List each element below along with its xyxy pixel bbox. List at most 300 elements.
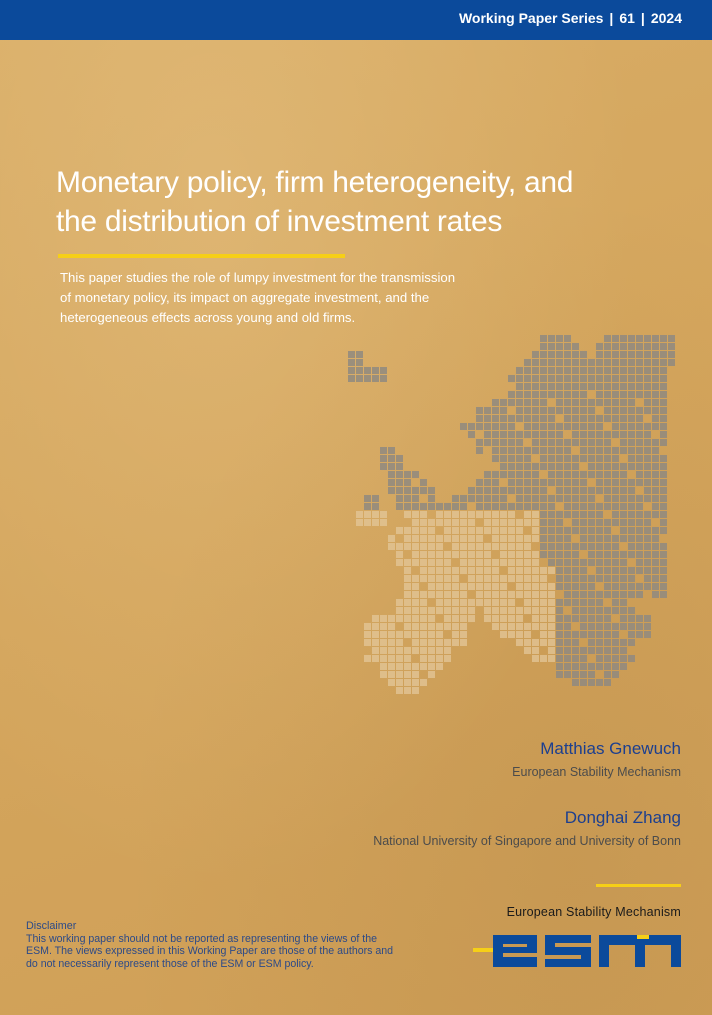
map-pixel (556, 479, 563, 486)
map-pixel (572, 479, 579, 486)
map-pixel (572, 599, 579, 606)
map-pixel (412, 495, 419, 502)
map-pixel (508, 439, 515, 446)
map-pixel (540, 511, 547, 518)
map-pixel (396, 495, 403, 502)
map-pixel (652, 391, 659, 398)
map-pixel (636, 415, 643, 422)
map-pixel (484, 503, 491, 510)
map-pixel (588, 367, 595, 374)
map-pixel (532, 639, 539, 646)
map-pixel (444, 647, 451, 654)
map-pixel (636, 463, 643, 470)
map-pixel (428, 559, 435, 566)
map-pixel (428, 495, 435, 502)
series-label: Working Paper Series (458, 10, 604, 26)
map-pixel (404, 663, 411, 670)
map-pixel (444, 591, 451, 598)
map-pixel (620, 535, 627, 542)
map-pixel (628, 439, 635, 446)
map-pixel (508, 511, 515, 518)
map-pixel (524, 511, 531, 518)
map-pixel (564, 527, 571, 534)
map-pixel (612, 415, 619, 422)
map-pixel (516, 495, 523, 502)
map-pixel (492, 415, 499, 422)
map-pixel (612, 503, 619, 510)
map-pixel (476, 559, 483, 566)
map-pixel (644, 335, 651, 342)
map-pixel (516, 623, 523, 630)
map-pixel (604, 663, 611, 670)
map-pixel (476, 535, 483, 542)
map-pixel (468, 599, 475, 606)
map-pixel (652, 471, 659, 478)
map-pixel (580, 407, 587, 414)
map-pixel (588, 623, 595, 630)
map-pixel (484, 471, 491, 478)
map-pixel (588, 519, 595, 526)
map-pixel (540, 591, 547, 598)
map-pixel (484, 615, 491, 622)
map-pixel (540, 351, 547, 358)
map-pixel (588, 407, 595, 414)
map-pixel (524, 559, 531, 566)
map-pixel (548, 415, 555, 422)
map-pixel (644, 479, 651, 486)
map-pixel (532, 359, 539, 366)
map-pixel (484, 591, 491, 598)
map-pixel (524, 415, 531, 422)
map-pixel (420, 623, 427, 630)
map-pixel (564, 535, 571, 542)
map-pixel (604, 375, 611, 382)
map-pixel (484, 423, 491, 430)
map-pixel (660, 567, 667, 574)
map-pixel (404, 599, 411, 606)
map-pixel (404, 543, 411, 550)
map-pixel (620, 415, 627, 422)
map-pixel (588, 583, 595, 590)
map-pixel (420, 647, 427, 654)
map-pixel (604, 351, 611, 358)
map-pixel (532, 375, 539, 382)
series-line (459, 10, 682, 26)
map-pixel (508, 415, 515, 422)
map-pixel (412, 631, 419, 638)
map-pixel (652, 487, 659, 494)
map-pixel (380, 631, 387, 638)
map-pixel (396, 679, 403, 686)
map-pixel (628, 655, 635, 662)
map-pixel (508, 399, 515, 406)
map-pixel (580, 535, 587, 542)
map-pixel (508, 591, 515, 598)
map-pixel (540, 503, 547, 510)
map-pixel (364, 631, 371, 638)
map-pixel (628, 399, 635, 406)
map-pixel (492, 519, 499, 526)
map-pixel (380, 367, 387, 374)
map-pixel (356, 351, 363, 358)
map-pixel (556, 567, 563, 574)
map-pixel (580, 631, 587, 638)
map-pixel (652, 439, 659, 446)
map-pixel (556, 671, 563, 678)
map-pixel (604, 647, 611, 654)
map-pixel (444, 615, 451, 622)
map-pixel (372, 631, 379, 638)
map-pixel (436, 655, 443, 662)
map-pixel (588, 559, 595, 566)
map-pixel (604, 519, 611, 526)
map-pixel (428, 551, 435, 558)
map-pixel (484, 519, 491, 526)
map-pixel (388, 455, 395, 462)
map-pixel (532, 487, 539, 494)
map-pixel (588, 575, 595, 582)
map-pixel (420, 655, 427, 662)
map-pixel (460, 511, 467, 518)
map-pixel (604, 671, 611, 678)
map-pixel (524, 383, 531, 390)
map-pixel (652, 399, 659, 406)
map-pixel (596, 591, 603, 598)
map-pixel (484, 575, 491, 582)
map-pixel (580, 583, 587, 590)
map-pixel (500, 519, 507, 526)
map-pixel (580, 623, 587, 630)
map-pixel (644, 567, 651, 574)
map-pixel (420, 679, 427, 686)
map-pixel (612, 351, 619, 358)
map-pixel (364, 375, 371, 382)
map-pixel (444, 511, 451, 518)
map-pixel (556, 559, 563, 566)
map-pixel (428, 623, 435, 630)
map-pixel (604, 535, 611, 542)
map-pixel (516, 399, 523, 406)
map-pixel (580, 471, 587, 478)
map-pixel (532, 567, 539, 574)
map-pixel (564, 479, 571, 486)
map-pixel (548, 431, 555, 438)
map-pixel (580, 615, 587, 622)
map-pixel (588, 447, 595, 454)
esm-rule (596, 884, 681, 887)
map-pixel (500, 495, 507, 502)
map-pixel (492, 471, 499, 478)
map-pixel (484, 415, 491, 422)
map-pixel (556, 423, 563, 430)
map-pixel (660, 423, 667, 430)
map-pixel (572, 407, 579, 414)
map-pixel (564, 407, 571, 414)
map-pixel (572, 567, 579, 574)
map-pixel (556, 399, 563, 406)
map-pixel (644, 623, 651, 630)
map-pixel (612, 375, 619, 382)
map-pixel (628, 375, 635, 382)
map-pixel (540, 359, 547, 366)
map-pixel (524, 447, 531, 454)
map-pixel (516, 591, 523, 598)
map-pixel (532, 607, 539, 614)
map-pixel (524, 575, 531, 582)
map-pixel (652, 527, 659, 534)
map-pixel (508, 599, 515, 606)
map-pixel (588, 671, 595, 678)
map-pixel (596, 615, 603, 622)
map-pixel (588, 471, 595, 478)
map-pixel (556, 615, 563, 622)
map-pixel (652, 479, 659, 486)
map-pixel (620, 567, 627, 574)
map-pixel (364, 367, 371, 374)
map-pixel (484, 407, 491, 414)
map-pixel (524, 359, 531, 366)
map-pixel (644, 343, 651, 350)
map-pixel (508, 543, 515, 550)
map-pixel (524, 367, 531, 374)
map-pixel (580, 479, 587, 486)
map-pixel (564, 423, 571, 430)
map-pixel (412, 551, 419, 558)
map-pixel (636, 343, 643, 350)
map-pixel (548, 543, 555, 550)
map-pixel (364, 639, 371, 646)
map-pixel (636, 615, 643, 622)
map-pixel (556, 487, 563, 494)
map-pixel (636, 335, 643, 342)
map-pixel (460, 535, 467, 542)
map-pixel (500, 535, 507, 542)
map-pixel (556, 623, 563, 630)
map-pixel (596, 391, 603, 398)
map-pixel (604, 471, 611, 478)
map-pixel (636, 519, 643, 526)
map-pixel (436, 519, 443, 526)
disclaimer-title: Disclaimer (26, 920, 77, 932)
map-pixel (660, 583, 667, 590)
map-pixel (420, 487, 427, 494)
map-pixel (412, 503, 419, 510)
map-pixel (556, 631, 563, 638)
map-pixel (348, 359, 355, 366)
map-pixel (604, 391, 611, 398)
map-pixel (564, 655, 571, 662)
map-pixel (364, 655, 371, 662)
map-pixel (604, 487, 611, 494)
map-pixel (428, 607, 435, 614)
map-pixel (428, 655, 435, 662)
map-pixel (380, 663, 387, 670)
map-pixel (604, 439, 611, 446)
map-pixel (556, 439, 563, 446)
map-pixel (556, 351, 563, 358)
map-pixel (644, 351, 651, 358)
map-pixel (564, 615, 571, 622)
map-pixel (628, 591, 635, 598)
map-pixel (668, 335, 675, 342)
map-pixel (612, 559, 619, 566)
map-pixel (628, 551, 635, 558)
map-pixel (628, 351, 635, 358)
map-pixel (548, 391, 555, 398)
map-pixel (612, 647, 619, 654)
title-rule (58, 254, 345, 258)
map-pixel (564, 447, 571, 454)
map-pixel (460, 423, 467, 430)
map-pixel (508, 607, 515, 614)
map-pixel (436, 575, 443, 582)
map-pixel (620, 607, 627, 614)
map-pixel (508, 567, 515, 574)
map-pixel (660, 511, 667, 518)
map-pixel (620, 351, 627, 358)
map-pixel (604, 343, 611, 350)
map-pixel (380, 455, 387, 462)
map-pixel (620, 463, 627, 470)
map-pixel (476, 543, 483, 550)
map-pixel (580, 543, 587, 550)
map-pixel (452, 535, 459, 542)
europe-pixel-map (340, 335, 685, 725)
map-pixel (468, 423, 475, 430)
map-pixel (548, 551, 555, 558)
map-pixel (492, 599, 499, 606)
map-pixel (644, 631, 651, 638)
map-pixel (436, 511, 443, 518)
map-pixel (636, 503, 643, 510)
map-pixel (572, 367, 579, 374)
map-pixel (516, 607, 523, 614)
map-pixel (476, 415, 483, 422)
map-pixel (596, 463, 603, 470)
map-pixel (420, 479, 427, 486)
map-pixel (548, 511, 555, 518)
map-pixel (564, 367, 571, 374)
map-pixel (604, 527, 611, 534)
map-pixel (564, 671, 571, 678)
map-pixel (476, 439, 483, 446)
map-pixel (636, 431, 643, 438)
map-pixel (436, 583, 443, 590)
map-pixel (388, 535, 395, 542)
map-pixel (572, 471, 579, 478)
map-pixel (500, 543, 507, 550)
map-pixel (380, 655, 387, 662)
map-pixel (612, 463, 619, 470)
map-pixel (532, 519, 539, 526)
map-pixel (572, 639, 579, 646)
map-pixel (580, 559, 587, 566)
map-pixel (588, 607, 595, 614)
map-pixel (500, 503, 507, 510)
map-pixel (628, 367, 635, 374)
map-pixel (428, 663, 435, 670)
map-pixel (636, 527, 643, 534)
map-pixel (628, 343, 635, 350)
map-pixel (620, 495, 627, 502)
map-pixel (468, 495, 475, 502)
map-pixel (612, 607, 619, 614)
map-pixel (556, 607, 563, 614)
map-pixel (596, 639, 603, 646)
map-pixel (580, 519, 587, 526)
map-pixel (660, 463, 667, 470)
map-pixel (508, 375, 515, 382)
map-pixel (372, 639, 379, 646)
map-pixel (580, 415, 587, 422)
map-pixel (636, 351, 643, 358)
map-pixel (636, 567, 643, 574)
map-pixel (620, 359, 627, 366)
map-pixel (428, 543, 435, 550)
map-pixel (596, 375, 603, 382)
map-pixel (492, 575, 499, 582)
map-pixel (492, 423, 499, 430)
map-pixel (412, 599, 419, 606)
map-pixel (612, 471, 619, 478)
map-pixel (388, 647, 395, 654)
map-pixel (540, 439, 547, 446)
map-pixel (652, 543, 659, 550)
map-pixel (492, 615, 499, 622)
map-pixel (556, 359, 563, 366)
map-pixel (524, 375, 531, 382)
map-pixel (548, 567, 555, 574)
map-pixel (580, 447, 587, 454)
map-pixel (660, 495, 667, 502)
map-pixel (548, 535, 555, 542)
map-pixel (380, 615, 387, 622)
map-pixel (564, 503, 571, 510)
map-pixel (636, 439, 643, 446)
map-pixel (572, 431, 579, 438)
map-pixel (508, 423, 515, 430)
map-pixel (652, 407, 659, 414)
map-pixel (644, 535, 651, 542)
map-pixel (596, 519, 603, 526)
map-pixel (604, 639, 611, 646)
map-pixel (628, 415, 635, 422)
abstract-line-3: heterogeneous effects across young and old firms. (60, 310, 356, 325)
map-pixel (380, 463, 387, 470)
map-pixel (588, 375, 595, 382)
map-pixel (644, 439, 651, 446)
map-pixel (500, 583, 507, 590)
map-pixel (548, 439, 555, 446)
map-pixel (372, 623, 379, 630)
map-pixel (548, 655, 555, 662)
map-pixel (532, 463, 539, 470)
map-pixel (500, 487, 507, 494)
map-pixel (532, 423, 539, 430)
map-pixel (412, 543, 419, 550)
map-pixel (572, 559, 579, 566)
map-pixel (444, 583, 451, 590)
map-pixel (484, 607, 491, 614)
map-pixel (508, 391, 515, 398)
map-pixel (588, 455, 595, 462)
map-pixel (356, 375, 363, 382)
map-pixel (564, 383, 571, 390)
map-pixel (420, 543, 427, 550)
map-pixel (492, 567, 499, 574)
map-pixel (652, 535, 659, 542)
map-pixel (636, 631, 643, 638)
